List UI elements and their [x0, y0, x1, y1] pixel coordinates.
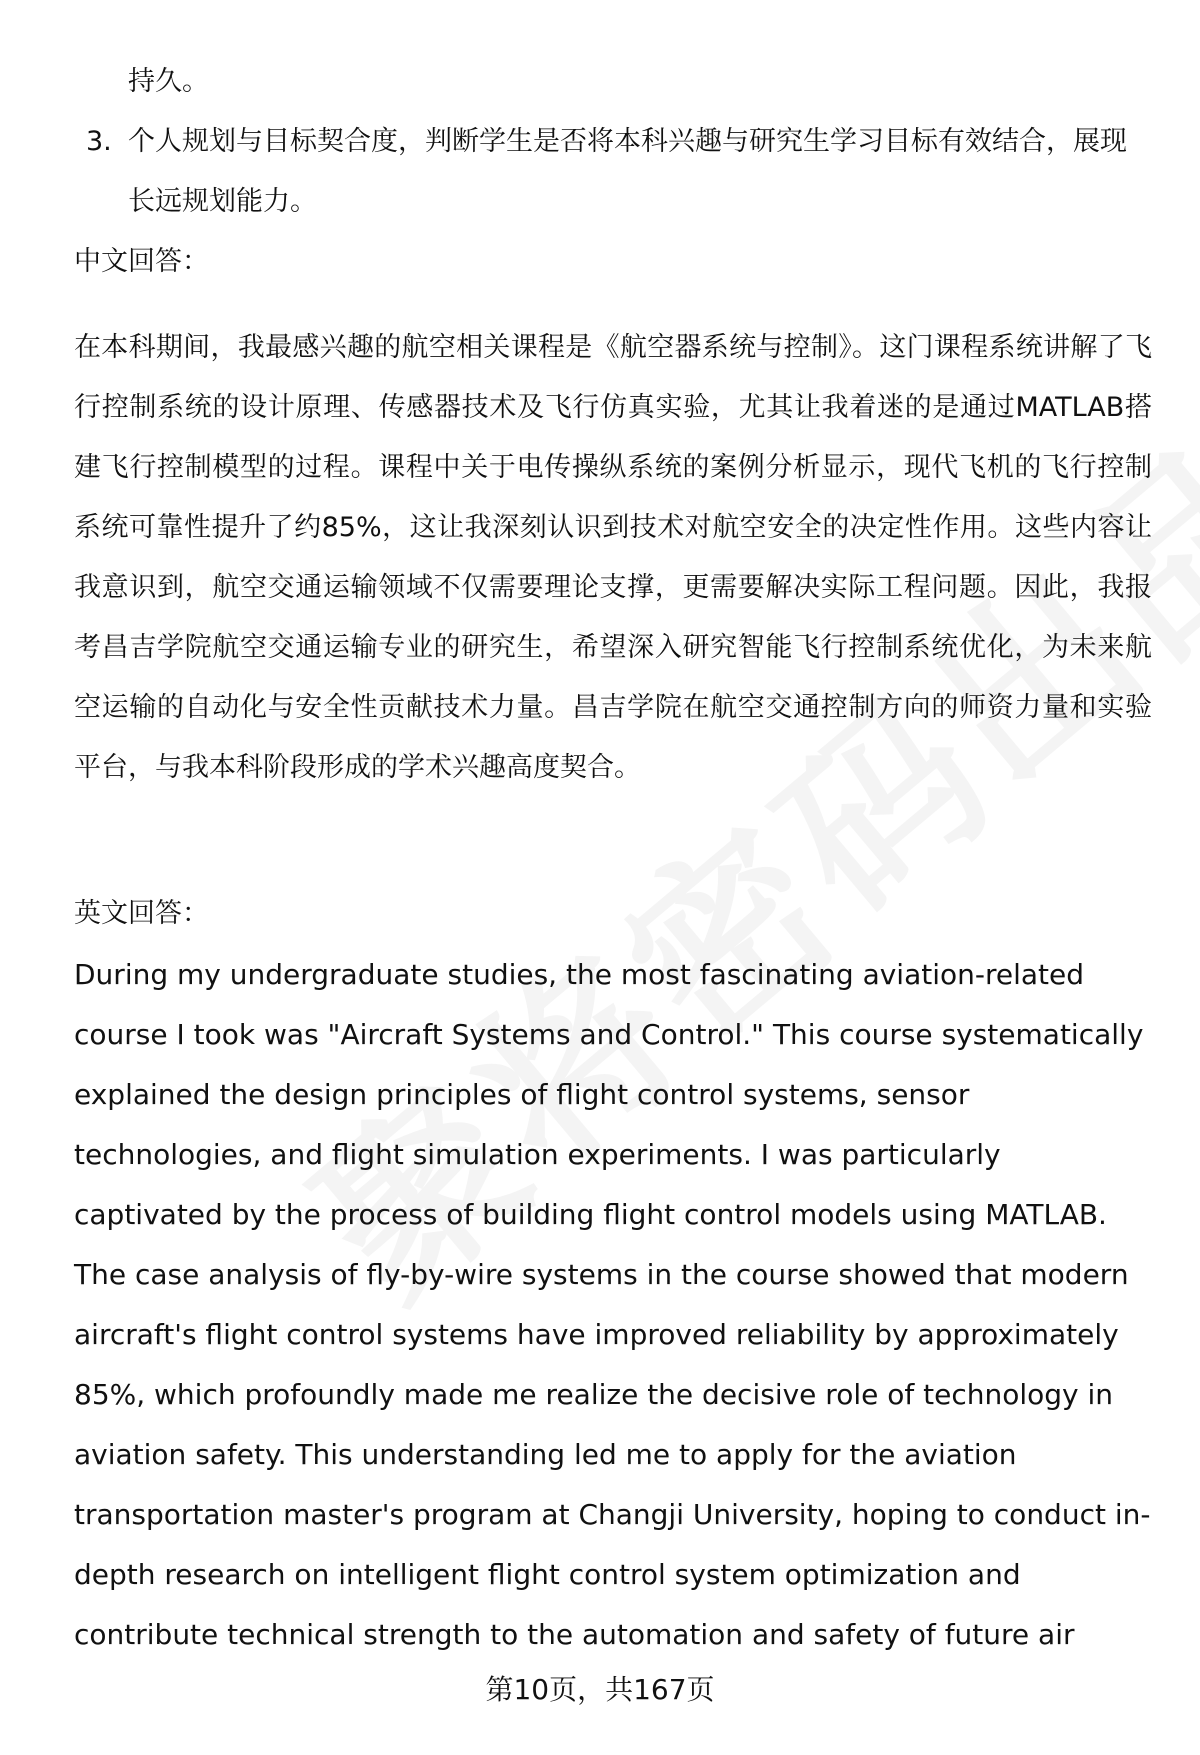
criteria-number: 3.: [86, 126, 112, 157]
chinese-answer-paragraph: 在本科期间，我最感兴趣的航空相关课程是《航空器系统与控制》。这门课程系统讲解了飞行控制系统的设计原理、传感器技术及飞行仿真实验，尤其让我着迷的是通过MATLAB搭建飞行控制模型的过程。课程中关于电传操纵系统的案例分析显示，现代飞机的飞行控制系统可靠性提升了约85%，这让我深刻认识到技术对航空安全的决定性作用。这些内容让我意识到，航空交通运输领域不仅需要理论支撑，更需要解决实际工程问题。因此，我报考昌吉学院航空交通运输专业的研究生，希望深入研究智能飞行控制系统优化，为未来航空运输的自动化与安全性贡献技术力量。昌吉学院在航空交通控制方向的师资力量和实验平台，与我本科阶段形成的学术兴趣高度契合。: [74, 332, 1152, 783]
criteria-item: [86, 112, 1136, 232]
page-number-footer: 第10页，共167页: [485, 1673, 715, 1706]
chinese-answer-label: 中文回答：: [74, 246, 209, 277]
criteria-text: 个人规划与目标契合度，判断学生是否将本科兴趣与研究生学习目标有效结合，展现长远规划能力。: [128, 126, 1127, 217]
english-answer-paragraph: During my undergraduate studies, the most fascinating aviation-related course I took was "Aircraft Systems and Control." This course systematically explained the design principles of flight control systems, sensor technologies, and flight simulation experiments. I was particularly captivated by the process of building flight control models using MATLAB. The case analysis of fly-by-wire systems in the course showed that modern aircraft's flight control systems have improved reliability by approximately 85%, which profoundly made me realize the decisive role of technology in aviation safety. This understanding led me to apply for the aviation transportation master's program at Changji University, hoping to conduct in-depth research on intelligent flight control system optimization and contribute technical strength to the automation and safety of future air: [74, 958, 1151, 1651]
continuation-text: 持久。: [128, 66, 209, 97]
english-answer-label: 英文回答：: [74, 898, 209, 929]
